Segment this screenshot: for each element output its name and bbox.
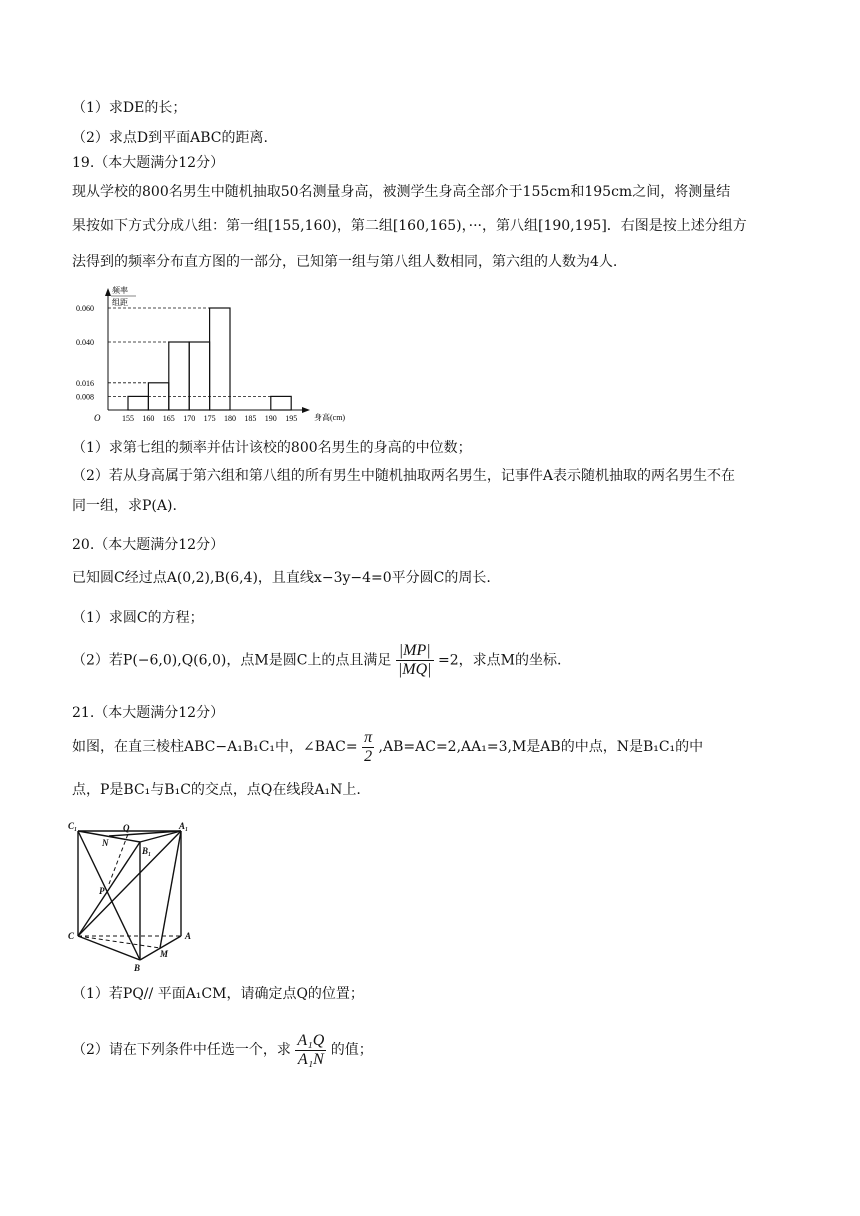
q20-text: 已知圆C经过点A(0,2),B(6,4)，且直线x−3y−4=0平分圆C的周长. [72,570,491,586]
label-a: A [185,931,192,941]
q21-text-line1 [72,728,792,766]
q20-part2 [72,642,792,679]
xtick-label: 185 [244,414,257,423]
q21-text-tail: ,AB=AC=2,AA₁=3,M是AB的中点，N是B₁C₁的中 [378,739,704,755]
angle-denominator: 2 [364,747,373,765]
q19-part2-line1: （2）若从身高属于第六组和第八组的所有男生中随机抽取两名男生，记事件A表示随机抽取的两名男生不在 [72,468,736,484]
label-q: Q [123,823,130,833]
q20-part2-tail: =2，求点M的坐标. [438,652,562,669]
q21-part2-lead: （2）请在下列条件中任选一个，求 [72,1042,291,1058]
origin-label: O [94,413,101,423]
xtick-label: 155 [122,414,134,423]
histogram-bar [271,396,291,410]
xtick-label: 195 [285,414,298,423]
histogram-bar [169,342,189,410]
label-m: M [160,949,169,959]
angle-numerator: π [364,728,373,746]
histogram-bar [210,308,230,410]
angle-fraction [362,729,374,766]
q19-text-line2: 果按如下方式分成八组：第一组[155,160)，第二组[160,165)，···，第八组[190,195]．右图是按上述分组方 [72,218,747,234]
segment-b1-c [78,842,140,936]
q21-part1: （1）若PQ// 平面A₁CM，请确定点Q的位置； [72,986,364,1002]
histogram-bar [189,342,209,410]
xtick-label: 180 [224,414,236,423]
ratio-a1q-a1n [295,1032,326,1069]
ytick-label: 0.016 [76,378,94,388]
y-label-numerator: 频率 [112,286,128,295]
histogram-bar [128,396,148,410]
xtick-label: 170 [183,414,196,423]
frequency-histogram [72,284,372,430]
q21-part2-tail: 的值； [330,1042,373,1058]
ratio-mp-mq [396,642,434,679]
y-axis-arrow [105,288,111,296]
x-axis-label: 身高(cm) [314,413,346,422]
ytick-label: 0.040 [76,338,94,347]
q18-part1: （1）求DE的长； [72,100,187,116]
xtick-label: 175 [203,414,216,423]
q21-text-lead: 如图，在直三棱柱ABC−A₁B₁C₁中，∠BAC= [72,739,358,755]
q19-part1: （1）求第七组的频率并估计该校的800名男生的身高的中位数； [72,440,472,456]
xtick-label: 165 [162,414,175,423]
ratio-denominator: |MQ| [397,661,432,678]
label-p: P [99,886,105,896]
label-c: C [68,931,75,941]
q20-part1: （1）求圆C的方程； [72,610,204,626]
q21-header: 21.（本大题满分12分） [72,705,225,721]
x-axis-arrow [302,407,310,413]
edge-c1-b1 [78,831,140,842]
q19-header: 19.（本大题满分12分） [72,155,225,171]
ratio-numerator: |MP| [396,642,434,661]
ytick-label: 0.060 [76,304,94,313]
label-b: B [134,963,141,973]
y-label-denominator: 组距 [112,298,128,307]
hidden-segment-p-q [109,834,128,884]
prism-diagram [66,818,200,974]
label-n: N [102,838,109,848]
q21-text-line2: 点，P是BC₁与B₁C的交点，点Q在线段A₁N上. [72,782,361,798]
q20-part2-lead: （2）若P(−6,0),Q(6,0)，点M是圆C上的点且满足 [72,652,392,669]
hidden-segment-c-m [78,936,160,948]
q18-part2: （2）求点D到平面ABC的距离. [72,130,268,146]
ytick-label: 0.008 [76,392,94,402]
q20-header: 20.（本大题满分12分） [72,537,225,553]
label-c1: C₁ [68,821,78,831]
ratio-a1n: A₁N [297,1050,324,1068]
q19-part2-line2: 同一组，求P(A). [72,498,177,514]
xtick-label: 160 [142,414,155,423]
xtick-label: 190 [264,414,277,423]
label-b1: B₁ [142,846,152,856]
q21-part2 [72,1030,792,1070]
ratio-a1q: A₁Q [297,1031,325,1049]
q19-text-line1: 现从学校的800名男生中随机抽取50名测量身高，被测学生身高全部介于155cm和195cm之间，将测量结 [72,184,731,200]
q19-text-line3: 法得到的频率分布直方图的一部分，已知第一组与第八组人数相同，第六组的人数为4人. [72,254,618,270]
label-a1: A₁ [179,821,189,831]
